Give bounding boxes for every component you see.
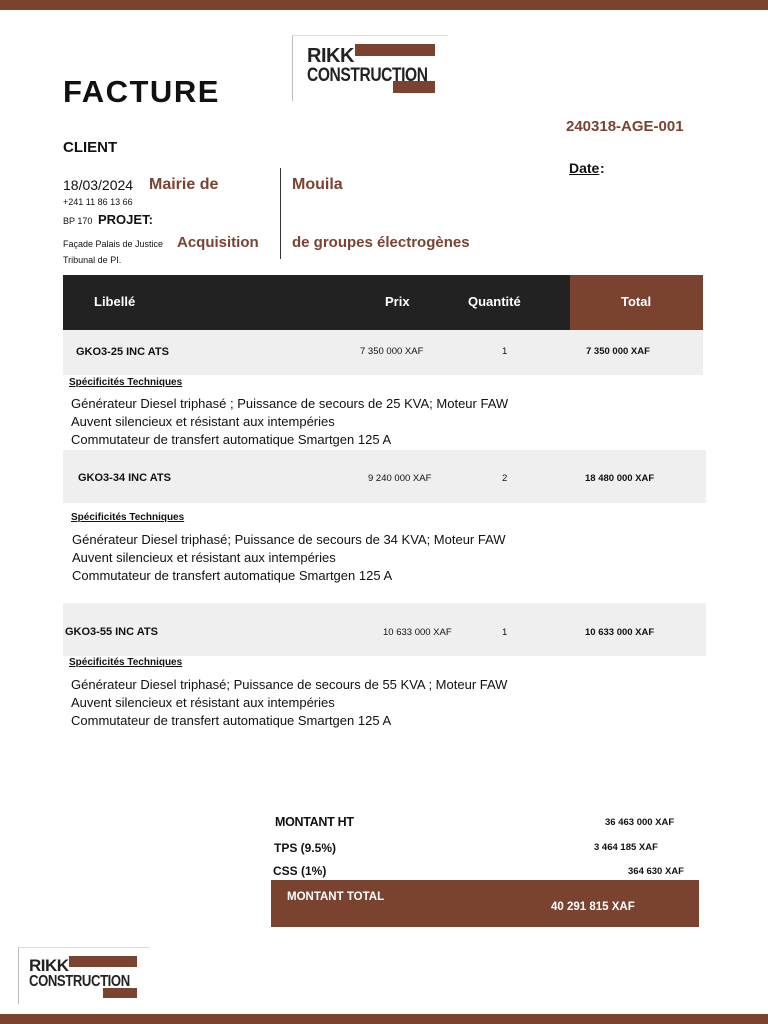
- desc-line: Auvent silencieux et résistant aux intempéries: [72, 550, 336, 565]
- spec-label: Spécificités Techniques: [71, 512, 185, 523]
- item-prix: 10 633 000 XAF: [383, 627, 452, 638]
- table-header: [63, 275, 703, 330]
- divider: [280, 168, 281, 259]
- client-name-part1: Mairie de: [149, 176, 219, 193]
- item-prix: 7 350 000 XAF: [360, 346, 424, 357]
- desc-line: Générateur Diesel triphasé; Puissance de secours de 55 KVA ; Moteur FAW: [71, 677, 508, 692]
- desc-line: Auvent silencieux et résistant aux intempéries: [71, 414, 335, 429]
- bottom-bar: [0, 1014, 768, 1024]
- logo-line1: RIKK: [307, 45, 354, 67]
- css-value: 364 630 XAF: [628, 866, 684, 877]
- projet-part1: Acquisition: [177, 234, 259, 251]
- item-quantite: 1: [502, 346, 508, 357]
- tps-value: 3 464 185 XAF: [594, 842, 658, 853]
- projet-part2: de groupes électrogènes: [292, 234, 470, 251]
- total-box: [271, 880, 699, 927]
- item-libelle: GKO3-34 INC ATS: [78, 472, 171, 484]
- desc-line: Commutateur de transfert automatique Smartgen 125 A: [71, 713, 392, 728]
- client-address2: Tribunal de PI.: [63, 255, 122, 265]
- footer-logo-line1: RIKK: [29, 956, 69, 975]
- col-total: Total: [621, 294, 652, 309]
- company-logo: [292, 35, 448, 101]
- client-phone: +241 11 86 13 66: [63, 197, 133, 207]
- item-description: [71, 676, 507, 730]
- item-description: [71, 395, 508, 449]
- item-total: 18 480 000 XAF: [585, 473, 655, 484]
- col-libelle: Libellé: [94, 294, 136, 309]
- spec-label: Spécificités Techniques: [69, 377, 183, 388]
- col-quantite: Quantité: [468, 294, 521, 309]
- tps-label: TPS (9.5%): [274, 841, 337, 855]
- desc-line: Commutateur de transfert automatique Smartgen 125 A: [71, 432, 392, 447]
- client-date: 18/03/2024: [63, 177, 134, 193]
- company-logo-footer: [18, 947, 150, 1004]
- item-total: 7 350 000 XAF: [586, 346, 650, 357]
- item-quantite: 1: [502, 627, 508, 638]
- montant-ht-value: 36 463 000 XAF: [605, 817, 675, 828]
- client-address1: Façade Palais de Justice: [63, 239, 164, 249]
- spec-label: Spécificités Techniques: [69, 657, 183, 668]
- item-prix: 9 240 000 XAF: [368, 473, 432, 484]
- desc-line: Auvent silencieux et résistant aux intempéries: [71, 695, 335, 710]
- item-libelle: GKO3-55 INC ATS: [65, 626, 158, 638]
- invoice-number: 240318-AGE-001: [566, 118, 684, 135]
- desc-line: Commutateur de transfert automatique Smartgen 125 A: [72, 568, 393, 583]
- client-bp: BP 170: [63, 216, 93, 226]
- item-description: [72, 531, 506, 585]
- date-label: Date: [569, 160, 600, 176]
- client-name-part2: Mouila: [292, 176, 343, 193]
- montant-total-label: MONTANT TOTAL: [287, 891, 385, 903]
- client-label: CLIENT: [63, 139, 118, 156]
- desc-line: Générateur Diesel triphasé; Puissance de secours de 34 KVA; Moteur FAW: [72, 532, 506, 547]
- projet-label: PROJET:: [98, 212, 153, 227]
- item-libelle: GKO3-25 INC ATS: [76, 346, 169, 358]
- col-prix: Prix: [385, 294, 410, 309]
- page-title: FACTURE: [63, 74, 220, 109]
- footer-logo-line2: CONSTRUCTION: [29, 973, 130, 990]
- css-label: CSS (1%): [273, 864, 327, 878]
- date-colon: :: [600, 160, 605, 176]
- item-total: 10 633 000 XAF: [585, 627, 655, 638]
- montant-ht-label: MONTANT HT: [275, 815, 354, 829]
- item-quantite: 2: [502, 473, 508, 484]
- montant-total-value: 40 291 815 XAF: [551, 901, 635, 913]
- logo-line2: CONSTRUCTION: [307, 65, 428, 86]
- top-bar: [0, 0, 768, 10]
- desc-line: Générateur Diesel triphasé ; Puissance de secours de 25 KVA; Moteur FAW: [71, 396, 509, 411]
